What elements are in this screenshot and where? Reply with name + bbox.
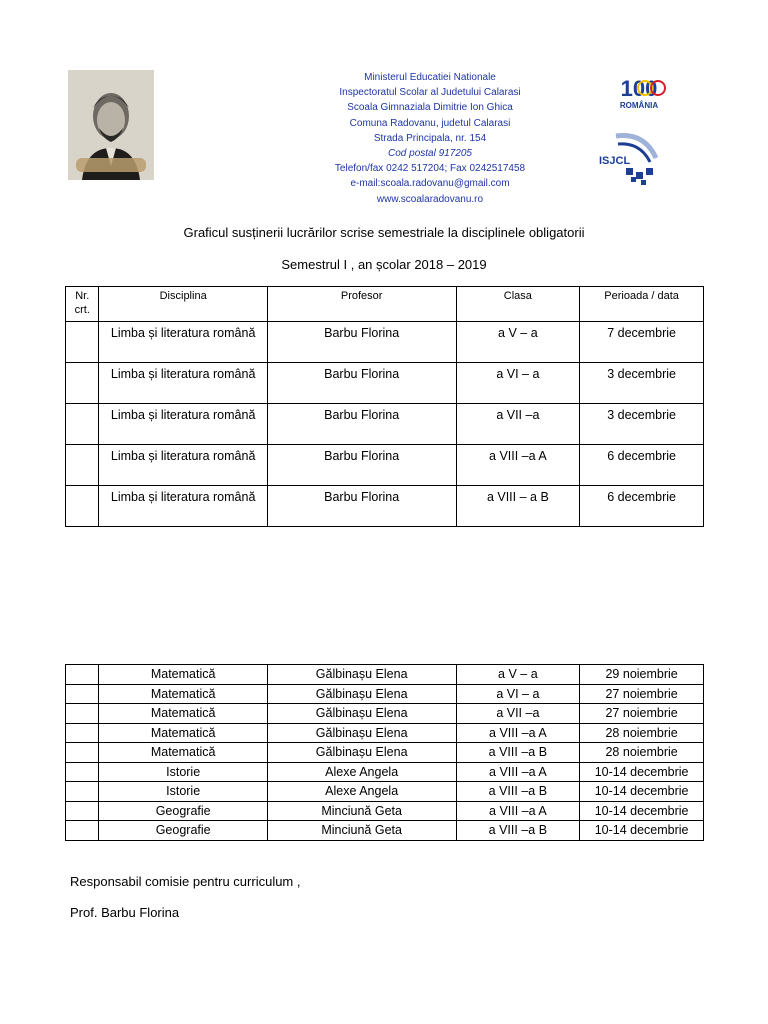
romania-centenary-logo [606,72,672,116]
header-street: Strada Principala, nr. 154 [373,132,487,144]
cell-clasa: a VIII –a A [456,445,580,486]
cell-perioada: 3 decembrie [580,363,704,404]
cell-profesor: Gălbinașu Elena [267,743,456,763]
cell-perioada: 10-14 decembrie [580,801,704,821]
cell-clasa: a VII –a [456,704,580,724]
cell-perioada: 29 noiembrie [580,665,704,685]
header-phone: Telefon/fax 0242 517204; Fax 0242517458 [334,163,526,175]
table-row [66,684,704,704]
header-postal-code: Cod postal 917205 [388,148,472,160]
table-row [66,782,704,802]
cell-clasa: a VIII –a B [456,821,580,841]
cell-clasa: a VIII –a A [456,762,580,782]
table-row [66,801,704,821]
table-row [66,743,704,763]
svg-text:ROMÂNIA: ROMÂNIA [619,101,659,110]
header-commune: Comuna Radovanu, judetul Calarasi [349,117,511,129]
cell-disciplina: Matematică [99,665,267,685]
table-row [66,665,704,685]
header-school-name: Scoala Gimnaziala Dimitrie Ion Ghica [347,102,513,114]
cell-profesor: Barbu Florina [267,363,456,404]
cell-clasa: a VII –a [456,404,580,445]
cell-disciplina: Limba și literatura română [99,404,267,445]
cell-profesor: Alexe Angela [267,762,456,782]
header-profesor: Profesor [267,287,456,322]
cell-disciplina: Istorie [99,782,267,802]
cell-disciplina: Matematică [99,684,267,704]
cell-nr [66,404,99,445]
cell-profesor: Barbu Florina [267,322,456,363]
svg-text:ISJCL: ISJCL [599,155,631,167]
cell-clasa: a VIII – a B [456,486,580,527]
school-header [290,70,570,207]
cell-nr [66,322,99,363]
cell-profesor: Minciună Geta [267,821,456,841]
cell-disciplina: Matematică [99,723,267,743]
table-row [66,486,704,527]
cell-disciplina: Limba și literatura română [99,486,267,527]
cell-perioada: 3 decembrie [580,404,704,445]
cell-disciplina: Limba și literatura română [99,445,267,486]
table-header-row [66,287,704,322]
header-disciplina: Disciplina [99,287,267,322]
exam-schedule-table-other [65,664,704,841]
cell-nr [66,486,99,527]
table-row [66,404,704,445]
cell-clasa: a VIII –a B [456,782,580,802]
cell-nr [66,821,99,841]
cell-perioada: 27 noiembrie [580,684,704,704]
cell-perioada: 27 noiembrie [580,704,704,724]
cell-perioada: 6 decembrie [580,445,704,486]
curriculum-responsible-label: Responsabil comisie pentru curriculum , [70,874,301,889]
cell-profesor: Barbu Florina [267,445,456,486]
header-clasa: Clasa [456,287,580,322]
svg-text:100: 100 [620,76,658,101]
cell-clasa: a VIII –a A [456,723,580,743]
cell-disciplina: Geografie [99,821,267,841]
table-row [66,821,704,841]
cell-perioada: 10-14 decembrie [580,762,704,782]
cell-disciplina: Geografie [99,801,267,821]
header-email: e-mail:scoala.radovanu@gmail.com [350,178,510,190]
cell-perioada: 10-14 decembrie [580,782,704,802]
cell-clasa: a VI – a [456,684,580,704]
table-row [66,445,704,486]
header-ministry: Ministerul Educatiei Nationale [364,72,496,83]
cell-perioada: 28 noiembrie [580,743,704,763]
cell-nr [66,723,99,743]
cell-profesor: Gălbinașu Elena [267,684,456,704]
cell-nr [66,684,99,704]
cell-nr [66,445,99,486]
cell-clasa: a V – a [456,665,580,685]
cell-profesor: Gălbinașu Elena [267,665,456,685]
table-row [66,704,704,724]
document-title: Graficul susținerii lucrărilor scrise semestriale la disciplinele obligatorii [183,225,585,240]
table-row [66,762,704,782]
cell-nr [66,704,99,724]
header-perioada: Perioada / data [580,287,704,322]
cell-nr [66,782,99,802]
cell-profesor: Barbu Florina [267,486,456,527]
cell-perioada: 28 noiembrie [580,723,704,743]
cell-clasa: a VIII –a A [456,801,580,821]
exam-schedule-table-romanian [65,286,704,527]
cell-clasa: a V – a [456,322,580,363]
cell-disciplina: Matematică [99,704,267,724]
cell-profesor: Gălbinașu Elena [267,704,456,724]
cell-nr [66,801,99,821]
header-website: www.scoalaradovanu.ro [376,193,484,205]
cell-nr [66,665,99,685]
cell-perioada: 6 decembrie [580,486,704,527]
cell-profesor: Barbu Florina [267,404,456,445]
semester-title: Semestrul I , an școlar 2018 – 2019 [281,257,487,272]
isjcl-logo [596,130,666,186]
portrait-photo [68,70,154,180]
cell-profesor: Minciună Geta [267,801,456,821]
cell-nr [66,363,99,404]
cell-clasa: a VI – a [456,363,580,404]
cell-nr [66,762,99,782]
signatory-name: Prof. Barbu Florina [70,905,180,920]
cell-perioada: 10-14 decembrie [580,821,704,841]
cell-nr [66,743,99,763]
header-inspectorate: Inspectoratul Scolar al Judetului Calarasi [339,87,521,99]
cell-profesor: Alexe Angela [267,782,456,802]
header-nr-crt: Nr. crt. [66,287,99,322]
cell-disciplina: Limba și literatura română [99,322,267,363]
cell-disciplina: Istorie [99,762,267,782]
table-row [66,723,704,743]
cell-profesor: Gălbinașu Elena [267,723,456,743]
table-row [66,322,704,363]
cell-clasa: a VIII –a B [456,743,580,763]
cell-disciplina: Limba și literatura română [99,363,267,404]
cell-disciplina: Matematică [99,743,267,763]
cell-perioada: 7 decembrie [580,322,704,363]
table-row [66,363,704,404]
